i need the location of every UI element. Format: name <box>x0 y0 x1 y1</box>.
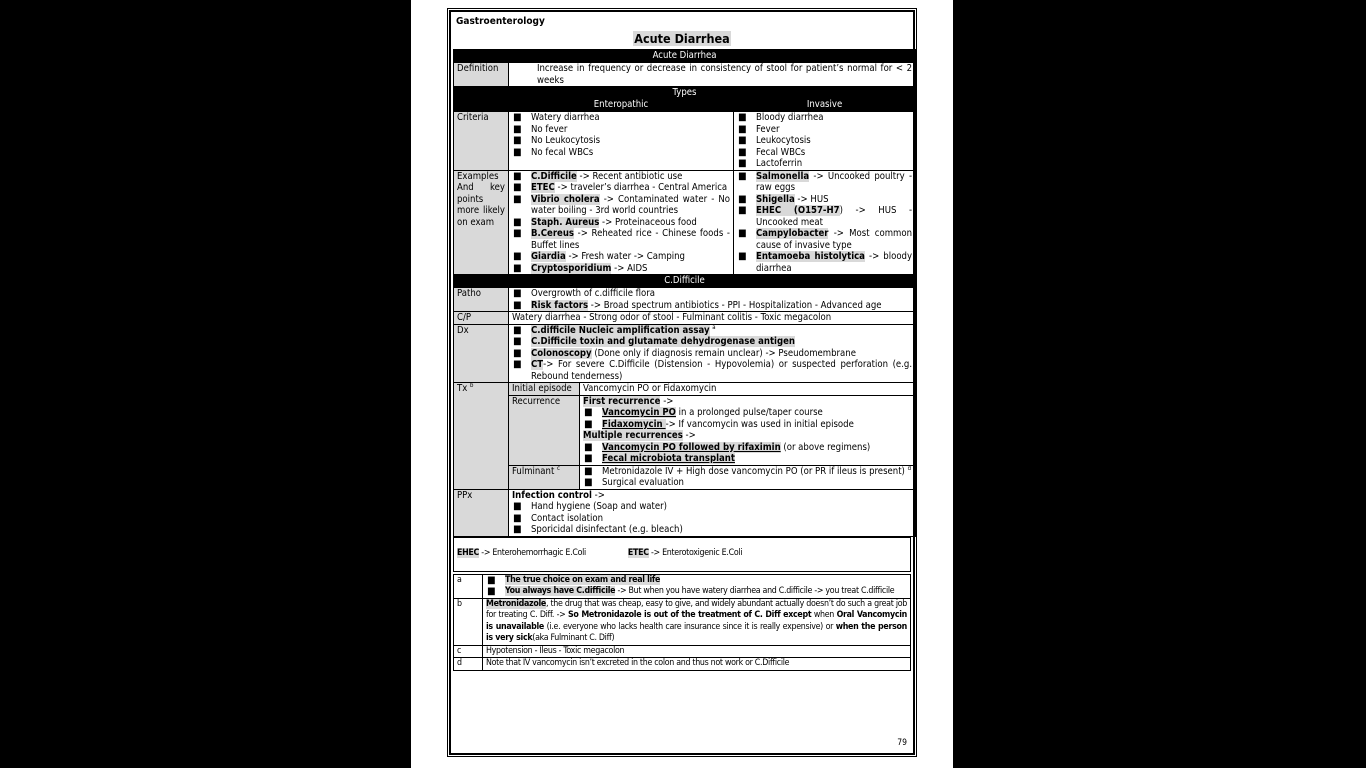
list-item <box>512 194 730 217</box>
list-item: ■ Hand hygiene (Soap and water) <box>512 501 912 513</box>
organism-name: ETEC <box>531 182 555 193</box>
list-item <box>583 407 912 419</box>
risk-factors-text: -> Broad spectrum antibiotics - PPI - Hospitalization - Advanced age <box>588 299 882 311</box>
drug-name: Fidaxomycin <box>602 418 666 430</box>
dx-row <box>454 324 916 383</box>
footnote-a-list <box>486 575 907 598</box>
list-item <box>512 251 730 263</box>
ppx-head <box>512 490 912 502</box>
criteria-row <box>454 112 916 171</box>
invasive-header: Invasive <box>734 99 916 112</box>
tx-initial-row <box>454 383 916 396</box>
dx-test: C.difficile Nucleic amplification assay <box>531 324 710 336</box>
patho-label: Patho <box>454 288 509 312</box>
risk-factors-label: Risk factors <box>531 299 589 311</box>
footnote-label: b <box>454 598 483 645</box>
list-item <box>737 251 912 274</box>
definition-row <box>454 63 916 87</box>
footnote-emphasis: Metronidazole <box>486 598 546 609</box>
cdiff-header: C.Difficile <box>454 275 916 288</box>
list-item: ■ Sporicidal disinfectant (e.g. bleach) <box>512 524 912 536</box>
list-item <box>512 217 730 229</box>
list-item <box>737 171 912 194</box>
list-item: ■ Bloody diarrhea <box>737 112 912 124</box>
table-title: Acute Diarrhea <box>454 50 916 63</box>
footnote-text: Hypotension - Ileus - Toxic megacolon <box>483 645 911 658</box>
drug-note: in a prolonged pulse/taper course <box>675 407 823 418</box>
examples-label: Examples And key points more likely on exam <box>454 170 509 275</box>
types-header: Types <box>454 87 916 100</box>
drug-note: -> If vancomycin was used in initial episode <box>665 418 854 430</box>
definition-text: Increase in frequency or decrease in consistency of stool for patient’s normal for < 2 weeks <box>509 63 916 87</box>
dx-label: Dx <box>454 324 509 383</box>
organism-name: Giardia <box>531 251 566 262</box>
dx-note: (Done only if diagnosis remain unclear) -> Pseudomembrane <box>591 347 856 359</box>
enteropathic-header: Enteropathic <box>509 99 734 112</box>
list-item <box>512 171 730 183</box>
fulminant-label-cell <box>509 465 580 489</box>
arrow-text: -> <box>682 430 696 441</box>
cp-text: Watery diarrhea - Strong odor of stool - Fulminant colitis - Toxic megacolon <box>509 312 916 325</box>
ppx-list <box>512 501 912 536</box>
organism-note: -> Fresh water -> Camping <box>565 251 685 262</box>
dx-list <box>512 325 912 383</box>
list-item: ■ Fever <box>737 124 912 136</box>
definition-label: Definition <box>454 63 509 87</box>
organism-name: Campylobacter <box>756 228 829 239</box>
fulminant-tx: Metronidazole IV + High dose vancomycin PO (or PR if ileus is present) <box>602 465 905 477</box>
list-item <box>512 359 912 382</box>
organism-name: Cryptosporidium <box>531 262 612 274</box>
organism-name: Salmonella <box>756 170 810 182</box>
ppx-label: PPx <box>454 489 509 536</box>
list-item: ■ Fecal WBCs <box>737 147 912 159</box>
list-item: ■ Leukocytosis <box>737 135 912 147</box>
list-item: ■ Lactoferrin <box>737 158 912 170</box>
list-item <box>512 263 730 275</box>
footnote-emphasis: So Metronidazole is out of the treatment of C. Diff except <box>568 610 812 620</box>
list-item <box>583 466 912 478</box>
page-frame <box>449 10 915 755</box>
organism-note: -> Most common cause of invasive type <box>756 228 913 251</box>
initial-episode-label: Initial episode <box>509 383 580 396</box>
dx-note: -> For severe C.Difficile (Distension - Hypovolemia) or suspected perforation (e.g. Rebound tenderness) <box>531 359 913 382</box>
footnote-emphasis: You always have C.difficile <box>505 586 616 596</box>
abbreviations-table <box>453 537 911 572</box>
footnotes-table <box>453 574 911 671</box>
footnote-text: Note that IV vancomycin isn’t excreted in the colon and thus not work or C.Difficile <box>483 658 911 671</box>
page-number: 79 <box>897 737 907 748</box>
tx-label-cell <box>454 383 509 490</box>
tx-fulminant-row <box>454 465 916 489</box>
organism-note: -> HUS <box>794 193 829 205</box>
tx-label: Tx <box>457 383 468 394</box>
organism-name: EHEC (O157-H7 <box>756 205 840 216</box>
patho-row <box>454 288 916 312</box>
footnote-text: when <box>811 610 837 620</box>
list-item <box>737 228 912 251</box>
list-item <box>512 348 912 360</box>
list-item: ■ No fecal WBCs <box>512 147 730 159</box>
first-recurrence-list <box>583 407 912 430</box>
enteropathic-criteria-list <box>512 112 730 158</box>
organism-note: -> Reheated rice - Chinese foods - Buffet lines <box>531 228 730 251</box>
list-item <box>512 300 912 312</box>
list-item: ■ No Leukocytosis <box>512 135 730 147</box>
footnote-ref: c <box>557 464 561 472</box>
footnote-c <box>454 645 911 658</box>
drug-note: (or above regimens) <box>780 441 871 453</box>
arrow-text: -> <box>660 395 674 407</box>
organism-name: Shigella <box>756 193 795 205</box>
abbreviation: ETEC <box>627 548 649 559</box>
abbreviations <box>454 537 911 571</box>
list-item <box>512 325 912 337</box>
drug-name: Fecal microbiota transplant <box>602 453 735 464</box>
footnote-label: a <box>454 574 483 598</box>
list-item <box>512 336 912 348</box>
patho-list <box>512 288 912 311</box>
organism-note: -> Recent antibiotic use <box>576 170 683 182</box>
multiple-recurrences-label: Multiple recurrences <box>583 430 683 441</box>
infection-control-label: Infection control <box>512 489 592 501</box>
organism-note: -> Uncooked poultry - raw eggs <box>756 170 913 193</box>
list-item <box>737 194 912 206</box>
footnote-emphasis: when the person is very sick <box>486 621 907 643</box>
dx-test: CT <box>531 359 544 370</box>
document-page <box>411 0 953 768</box>
organism-note: -> Proteinaceous food <box>599 216 697 228</box>
list-item <box>486 586 907 598</box>
arrow-text: -> <box>591 489 605 501</box>
cp-label: C/P <box>454 312 509 325</box>
page-title-text: Acute Diarrhea <box>634 31 730 46</box>
footnote-label: c <box>454 645 483 658</box>
invasive-criteria-list <box>737 112 912 170</box>
dx-test: Colonoscopy <box>531 347 592 359</box>
tx-recurrence-row <box>454 395 916 465</box>
footnote-text: , the drug that was cheap, easy to give, and widely abundant actually doesn’t do such a great job for treating C. Diff. -> <box>486 598 907 620</box>
list-item: ■ Contact isolation <box>512 513 912 525</box>
footnote-d <box>454 658 911 671</box>
cp-row <box>454 312 916 325</box>
organism-note: -> Contaminated water - No water boiling - 3rd world countries <box>531 193 730 216</box>
multiple-recurrences-head <box>583 430 912 442</box>
organism-name: Vibrio cholera <box>531 193 600 205</box>
fulminant-label: Fulminant <box>512 465 555 477</box>
footnote-ref: b <box>470 381 474 389</box>
list-item <box>512 182 730 194</box>
list-item <box>583 453 912 465</box>
dx-test: C.Difficile toxin and glutamate dehydrogenase antigen <box>531 336 795 347</box>
organism-note: -> traveler’s diarrhea - Central America <box>554 182 728 193</box>
list-item <box>583 419 912 431</box>
abbreviation: EHEC <box>457 548 480 559</box>
list-item: ■ Surgical evaluation <box>583 477 912 489</box>
recurrence-label: Recurrence <box>509 395 580 465</box>
fulminant-list <box>583 466 912 489</box>
multiple-recurrences-list <box>583 442 912 465</box>
ppx-row <box>454 489 916 536</box>
organism-note: -> AIDS <box>611 262 648 274</box>
organism-name: C.Difficile <box>531 170 577 182</box>
acute-diarrhea-table <box>453 49 916 537</box>
list-item <box>583 442 912 454</box>
abbreviation-meaning: -> Enterohemorrhagic E.Coli <box>479 548 586 559</box>
footnote-label: d <box>454 658 483 671</box>
invasive-examples-list <box>737 171 912 275</box>
list-item <box>486 575 907 587</box>
first-recurrence-label: First recurrence <box>583 395 661 407</box>
organism-name: Staph. Aureus <box>531 216 600 228</box>
criteria-label: Criteria <box>454 112 509 171</box>
footnote-text: -> But when you have watery diarrhea and C.difficile -> you treat C.difficile <box>615 586 895 596</box>
footnote-a <box>454 574 911 598</box>
footnote-text: (i.e. everyone who lacks health care insurance since it is really expensive) or <box>544 621 836 632</box>
footnote-emphasis: Oral Vancomycin is unavailable <box>486 610 908 632</box>
list-item: ■ Watery diarrhea <box>512 112 730 124</box>
footnote-b <box>454 598 911 645</box>
footnote-emphasis: The true choice on exam and real life <box>505 574 661 585</box>
enteropathic-examples-list <box>512 171 730 275</box>
organism-name: B.Cereus <box>531 228 575 239</box>
list-item: ■ No fever <box>512 124 730 136</box>
page-title <box>453 30 911 49</box>
section-header: Gastroenterology <box>456 16 545 27</box>
abbreviation-meaning: -> Enterotoxigenic E.Coli <box>648 548 743 559</box>
list-item: ■ Overgrowth of c.difficile flora <box>512 288 912 300</box>
first-recurrence-head <box>583 396 912 408</box>
drug-name: Vancomycin PO <box>602 407 676 418</box>
list-item <box>737 205 912 228</box>
initial-episode-text: Vancomycin PO or Fidaxomycin <box>580 383 916 396</box>
list-item <box>512 228 730 251</box>
footnote-text: (aka Fulminant C. Diff) <box>532 633 615 643</box>
footnote-ref: a <box>712 323 716 331</box>
drug-name: Vancomycin PO followed by rifaximin <box>602 441 781 453</box>
organism-note: ) -> HUS - Uncooked meat <box>756 205 913 228</box>
organism-note: -> bloody diarrhea <box>756 251 913 274</box>
footnote-ref: d <box>907 464 912 472</box>
examples-row <box>454 170 916 275</box>
organism-name: Entamoeba histolytica <box>756 251 865 262</box>
